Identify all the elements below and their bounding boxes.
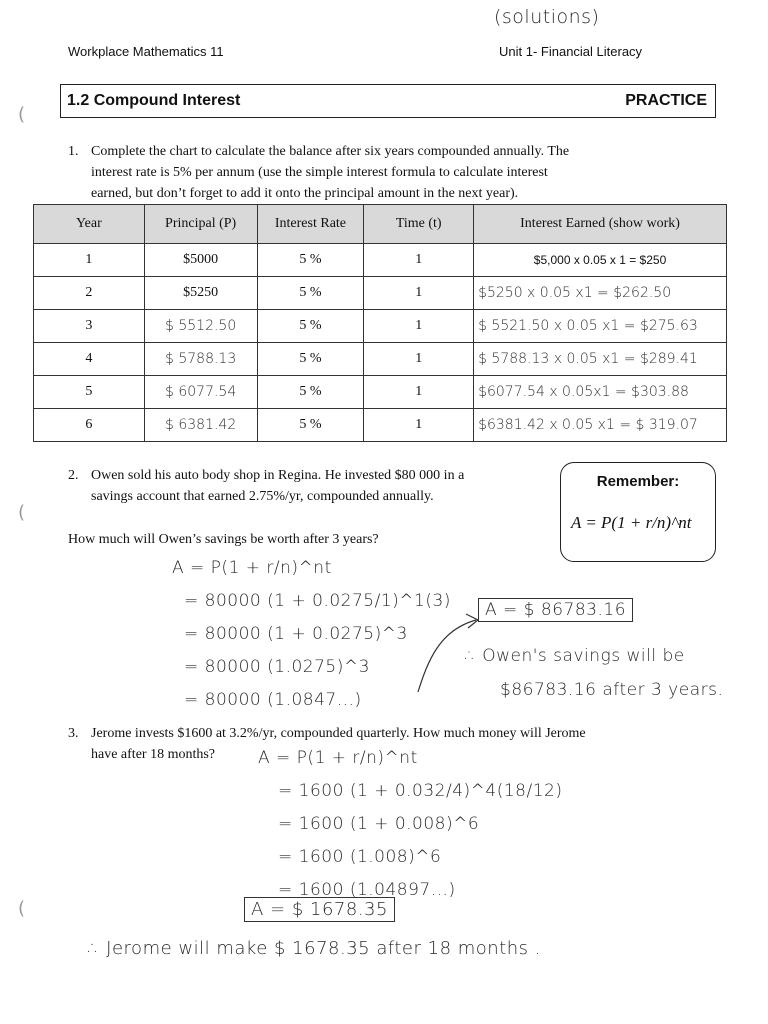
q3-work bbox=[258, 742, 562, 907]
principal-cell: $5250 bbox=[144, 277, 257, 310]
interest-cell: $6381.42 x 0.05 x1 = $ 319.07 bbox=[474, 409, 727, 442]
q3-conclusion: ∴ Jerome will make $ 1678.35 after 18 months . bbox=[88, 938, 541, 959]
table-row bbox=[34, 277, 727, 310]
col-header-rate: Interest Rate bbox=[257, 205, 364, 244]
q3-line: Jerome invests $1600 at 3.2%/yr, compounded quarterly. How much money will Jerome bbox=[91, 726, 586, 741]
year-cell: 5 bbox=[34, 376, 145, 409]
work-line: = 80000 (1 + 0.0275/1)^1(3) bbox=[184, 591, 451, 611]
work-line: = 1600 (1 + 0.032/4)^4(18/12) bbox=[278, 781, 563, 801]
q2-line: savings account that earned 2.75%/yr, compounded annually. bbox=[91, 489, 434, 504]
interest-cell: $5,000 x 0.05 x 1 = $250 bbox=[474, 244, 727, 277]
handwritten-note: (solutions) bbox=[494, 6, 600, 28]
remember-title: Remember: bbox=[596, 473, 680, 490]
interest-cell: $ 5521.50 x 0.05 x1 = $275.63 bbox=[474, 310, 727, 343]
col-header-interest-earned: Interest Earned (show work) bbox=[474, 205, 727, 244]
q3-line: have after 18 months? bbox=[91, 747, 216, 762]
section-title-box bbox=[60, 84, 716, 118]
rate-cell: 5 % bbox=[257, 310, 364, 343]
principal-cell: $ 5512.50 bbox=[144, 310, 257, 343]
table-row bbox=[34, 343, 727, 376]
interest-cell: $ 5788.13 x 0.05 x1 = $289.41 bbox=[474, 343, 727, 376]
work-line: = 1600 (1.04897...) bbox=[278, 880, 456, 900]
principal-cell: $ 6381.42 bbox=[144, 409, 257, 442]
practice-label: PRACTICE bbox=[625, 92, 707, 109]
q2-number: 2. bbox=[68, 468, 79, 483]
principal-cell: $5000 bbox=[144, 244, 257, 277]
rate-cell: 5 % bbox=[257, 277, 364, 310]
table-row bbox=[34, 376, 727, 409]
q3-number: 3. bbox=[68, 726, 79, 741]
col-header-principal: Principal (P) bbox=[144, 205, 257, 244]
q2-conclusion: ∴ Owen's savings will be bbox=[465, 646, 685, 666]
year-cell: 4 bbox=[34, 343, 145, 376]
col-header-time: Time (t) bbox=[364, 205, 474, 244]
table-row bbox=[34, 409, 727, 442]
work-line: = 1600 (1.008)^6 bbox=[278, 847, 442, 867]
time-cell: 1 bbox=[364, 310, 474, 343]
compound-interest-formula: A = P(1 + r/n)^nt bbox=[571, 513, 692, 532]
time-cell: 1 bbox=[364, 277, 474, 310]
col-header-year: Year bbox=[34, 205, 145, 244]
interest-cell: $6077.54 x 0.05x1 = $303.88 bbox=[474, 376, 727, 409]
year-cell: 1 bbox=[34, 244, 145, 277]
work-line: = 1600 (1 + 0.008)^6 bbox=[278, 814, 480, 834]
time-cell: 1 bbox=[364, 343, 474, 376]
table-row bbox=[34, 310, 727, 343]
table-row bbox=[34, 244, 727, 277]
q1-text bbox=[91, 141, 711, 204]
work-line: A = P(1 + r/n)^nt bbox=[258, 748, 418, 768]
time-cell: 1 bbox=[364, 409, 474, 442]
section-title: 1.2 Compound Interest bbox=[67, 92, 241, 109]
q2-answer: A = $ 86783.16 bbox=[478, 598, 633, 622]
principal-cell: $ 5788.13 bbox=[144, 343, 257, 376]
compound-interest-table bbox=[33, 204, 727, 442]
remember-box bbox=[560, 462, 716, 562]
q2-question: How much will Owen’s savings be worth after 3 years? bbox=[68, 532, 379, 547]
q2-conclusion: $86783.16 after 3 years. bbox=[500, 680, 724, 700]
work-line: A = P(1 + r/n)^nt bbox=[172, 558, 332, 578]
rate-cell: 5 % bbox=[257, 376, 364, 409]
q2-text bbox=[91, 465, 551, 507]
margin-mark: ( bbox=[18, 502, 26, 523]
work-line: = 80000 (1.0275)^3 bbox=[184, 657, 370, 677]
rate-cell: 5 % bbox=[257, 244, 364, 277]
q1-line: interest rate is 5% per annum (use the simple interest formula to calculate interest bbox=[91, 165, 548, 180]
q1-number: 1. bbox=[68, 144, 79, 159]
course-title: Workplace Mathematics 11 bbox=[68, 44, 224, 59]
unit-title: Unit 1- Financial Literacy bbox=[499, 44, 643, 59]
q3-answer: A = $ 1678.35 bbox=[244, 897, 395, 922]
q1-line: Complete the chart to calculate the balance after six years compounded annually. The bbox=[91, 144, 570, 159]
q2-line: Owen sold his auto body shop in Regina. He invested $80 000 in a bbox=[91, 468, 465, 483]
table-header-row bbox=[34, 205, 727, 244]
q1-line: earned, but don’t forget to add it onto the principal amount in the next year). bbox=[91, 186, 519, 201]
interest-cell: $5250 x 0.05 x1 = $262.50 bbox=[474, 277, 727, 310]
time-cell: 1 bbox=[364, 376, 474, 409]
margin-mark: ( bbox=[18, 104, 26, 125]
year-cell: 6 bbox=[34, 409, 145, 442]
work-line: = 80000 (1 + 0.0275)^3 bbox=[184, 624, 408, 644]
margin-mark: ( bbox=[18, 898, 26, 919]
rate-cell: 5 % bbox=[257, 409, 364, 442]
year-cell: 2 bbox=[34, 277, 145, 310]
rate-cell: 5 % bbox=[257, 343, 364, 376]
work-line: = 80000 (1.0847...) bbox=[184, 690, 362, 710]
time-cell: 1 bbox=[364, 244, 474, 277]
year-cell: 3 bbox=[34, 310, 145, 343]
principal-cell: $ 6077.54 bbox=[144, 376, 257, 409]
